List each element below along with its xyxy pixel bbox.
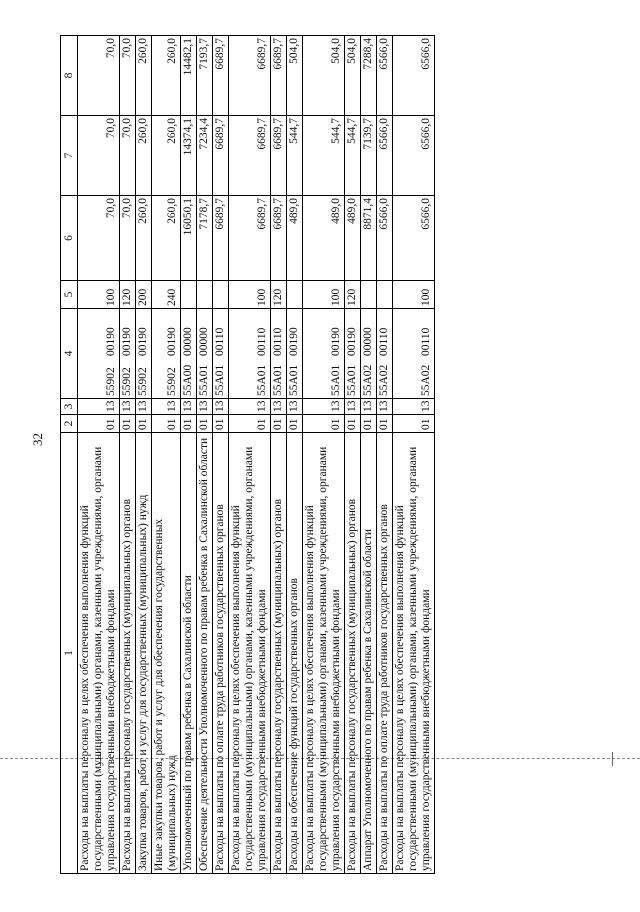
target-article-code <box>197 309 213 399</box>
amount-year-2: 6566,0 <box>377 116 393 196</box>
amount-year-3: 6689,7 <box>213 36 229 116</box>
direction-code: 00190 <box>330 327 342 356</box>
program-code: 55902 <box>166 367 178 396</box>
section-code: 01 <box>377 415 393 433</box>
direction-code: 00190 <box>166 327 178 356</box>
target-article-code <box>361 309 377 399</box>
subsection-code: 13 <box>197 399 213 415</box>
target-article-code <box>152 309 181 399</box>
program-code: 55A01 <box>330 364 342 396</box>
column-header: 5 <box>61 281 78 309</box>
direction-code: 00110 <box>378 327 390 356</box>
amount-year-1: 489,0 <box>287 196 303 281</box>
amount-year-2: 544,7 <box>287 116 303 196</box>
section-code: 01 <box>345 415 361 433</box>
expense-type-code <box>213 281 229 309</box>
amount-year-1: 70,0 <box>120 196 136 281</box>
target-article-code <box>287 309 303 399</box>
target-article-code <box>181 309 197 399</box>
target-article-code <box>229 309 271 399</box>
section-code: 01 <box>213 415 229 433</box>
amount-year-1: 6566,0 <box>377 196 393 281</box>
fold-tick <box>612 752 613 766</box>
table-row <box>136 36 152 874</box>
subsection-code: 13 <box>287 399 303 415</box>
subsection-code: 13 <box>393 399 435 415</box>
amount-year-3: 260,0 <box>136 36 152 116</box>
expense-name: Аппарат Уполномоченного по правам ребенка в Сахалинской области <box>361 433 377 874</box>
amount-year-3: 6566,0 <box>393 36 435 116</box>
amount-year-3: 260,0 <box>152 36 181 116</box>
amount-year-2: 544,7 <box>345 116 361 196</box>
direction-code: 00110 <box>420 327 432 356</box>
program-code: 55A02 <box>362 364 374 396</box>
table-row <box>213 36 229 874</box>
amount-year-2: 6689,7 <box>213 116 229 196</box>
amount-year-1: 6689,7 <box>271 196 287 281</box>
expense-name: Расходы на выплаты по оплате труда работников государственных органов <box>213 433 229 874</box>
amount-year-3: 504,0 <box>287 36 303 116</box>
budget-table <box>60 35 435 874</box>
program-code: 55902 <box>105 367 117 396</box>
subsection-code: 13 <box>345 399 361 415</box>
amount-year-2: 6689,7 <box>271 116 287 196</box>
direction-code: 00190 <box>137 327 149 356</box>
program-code: 55902 <box>121 367 133 396</box>
expense-type-code: 120 <box>271 281 287 309</box>
direction-code: 00190 <box>288 327 300 356</box>
expense-type-code: 120 <box>120 281 136 309</box>
amount-year-1: 7178,7 <box>197 196 213 281</box>
section-code: 01 <box>229 415 271 433</box>
expense-name: Уполномоченный по правам ребенка в Сахалинской области <box>181 433 197 874</box>
section-code: 01 <box>78 415 120 433</box>
table-body <box>78 36 435 874</box>
amount-year-1: 8871,4 <box>361 196 377 281</box>
target-article-code <box>120 309 136 399</box>
expense-name: Расходы на выплаты персоналу в целях обеспечения выполнения функций государственными (муниципальными) органами, казенными учреждениями, органами управления государственными внебюджетными фондами <box>78 433 120 874</box>
expense-name: Иные закупки товаров, работ и услуг для обеспечения государственных (муниципальных) нужд <box>152 433 181 874</box>
amount-year-1: 489,0 <box>345 196 361 281</box>
amount-year-3: 7193,7 <box>197 36 213 116</box>
target-article-code <box>345 309 361 399</box>
program-code: 55A00 <box>182 364 194 396</box>
table-row <box>345 36 361 874</box>
expense-type-code <box>181 281 197 309</box>
table-row <box>271 36 287 874</box>
subsection-code: 13 <box>271 399 287 415</box>
amount-year-1: 489,0 <box>303 196 345 281</box>
direction-code: 00110 <box>214 327 226 356</box>
target-article-code <box>393 309 435 399</box>
section-code: 01 <box>136 415 152 433</box>
subsection-code: 13 <box>303 399 345 415</box>
table-row <box>152 36 181 874</box>
section-code: 01 <box>197 415 213 433</box>
target-article-code <box>303 309 345 399</box>
program-code: 55A01 <box>256 364 268 396</box>
expense-name: Расходы на выплаты персоналу государственных (муниципальных) органов <box>271 433 287 874</box>
target-article-code <box>213 309 229 399</box>
table-row <box>229 36 271 874</box>
expense-name: Закупка товаров, работ и услуг для государственных (муниципальных) нужд <box>136 433 152 874</box>
expense-name: Расходы на выплаты персоналу государственных (муниципальных) органов <box>345 433 361 874</box>
section-code: 01 <box>271 415 287 433</box>
program-code: 55A01 <box>346 364 358 396</box>
table-row <box>303 36 345 874</box>
amount-year-3: 7288,4 <box>361 36 377 116</box>
amount-year-2: 544,7 <box>303 116 345 196</box>
column-header: 8 <box>61 36 78 116</box>
expense-name: Расходы на выплаты персоналу в целях обеспечения выполнения функций государственными (муниципальными) органами, казенными учреждениями, органами управления государственными внебюджетными фондами <box>229 433 271 874</box>
program-code: 55A01 <box>214 364 226 396</box>
table-row <box>361 36 377 874</box>
amount-year-2: 260,0 <box>136 116 152 196</box>
table-row <box>120 36 136 874</box>
program-code: 55902 <box>137 367 149 396</box>
amount-year-2: 7139,7 <box>361 116 377 196</box>
subsection-code: 13 <box>120 399 136 415</box>
amount-year-3: 6689,7 <box>229 36 271 116</box>
direction-code: 00000 <box>182 327 194 356</box>
subsection-code: 13 <box>136 399 152 415</box>
section-code: 01 <box>361 415 377 433</box>
subsection-code: 13 <box>78 399 120 415</box>
amount-year-1: 16050,1 <box>181 196 197 281</box>
section-code: 01 <box>181 415 197 433</box>
expense-type-code <box>361 281 377 309</box>
amount-year-2: 6566,0 <box>393 116 435 196</box>
table-row <box>393 36 435 874</box>
expense-type-code: 120 <box>345 281 361 309</box>
amount-year-2: 14374,1 <box>181 116 197 196</box>
amount-year-3: 70,0 <box>120 36 136 116</box>
amount-year-1: 70,0 <box>78 196 120 281</box>
column-header: 2 <box>61 415 78 433</box>
target-article-code <box>78 309 120 399</box>
amount-year-2: 260,0 <box>152 116 181 196</box>
amount-year-3: 70,0 <box>78 36 120 116</box>
amount-year-1: 260,0 <box>152 196 181 281</box>
rotated-table-wrapper <box>60 36 605 874</box>
subsection-code: 13 <box>152 399 181 415</box>
amount-year-2: 6689,7 <box>229 116 271 196</box>
target-article-code <box>136 309 152 399</box>
expense-type-code: 240 <box>152 281 181 309</box>
amount-year-3: 14482,1 <box>181 36 197 116</box>
amount-year-2: 7234,4 <box>197 116 213 196</box>
amount-year-1: 260,0 <box>136 196 152 281</box>
expense-type-code <box>287 281 303 309</box>
expense-type-code: 100 <box>303 281 345 309</box>
amount-year-1: 6566,0 <box>393 196 435 281</box>
page-number: 32 <box>30 433 45 446</box>
expense-type-code: 100 <box>393 281 435 309</box>
expense-type-code: 100 <box>229 281 271 309</box>
column-header: 4 <box>61 309 78 399</box>
header-row <box>61 36 78 874</box>
program-code: 55A01 <box>272 364 284 396</box>
amount-year-2: 70,0 <box>78 116 120 196</box>
expense-type-code <box>197 281 213 309</box>
column-header: 6 <box>61 196 78 281</box>
expense-name: Обеспечение деятельности Уполномоченного по правам ребенка в Сахалинской области <box>197 433 213 874</box>
table-row <box>197 36 213 874</box>
amount-year-1: 6689,7 <box>213 196 229 281</box>
expense-name: Расходы на выплаты персоналу в целях обеспечения выполнения функций государственными (муниципальными) органами, казенными учреждениями, органами управления государственными внебюджетными фондами <box>303 433 345 874</box>
section-code: 01 <box>120 415 136 433</box>
subsection-code: 13 <box>229 399 271 415</box>
table-row <box>287 36 303 874</box>
direction-code: 00000 <box>198 327 210 356</box>
amount-year-3: 6689,7 <box>271 36 287 116</box>
subsection-code: 13 <box>213 399 229 415</box>
expense-type-code: 100 <box>78 281 120 309</box>
direction-code: 00110 <box>272 327 284 356</box>
column-header: 7 <box>61 116 78 196</box>
expense-name: Расходы на выплаты персоналу в целях обеспечения выполнения функций государственными (муниципальными) органами, казенными учреждениями, органами управления государственными внебюджетными фондами <box>393 433 435 874</box>
direction-code: 00190 <box>121 327 133 356</box>
amount-year-1: 6689,7 <box>229 196 271 281</box>
program-code: 55A01 <box>288 364 300 396</box>
subsection-code: 13 <box>361 399 377 415</box>
section-code: 01 <box>152 415 181 433</box>
table-row <box>181 36 197 874</box>
direction-code: 00190 <box>105 327 117 356</box>
expense-name: Расходы на выплаты по оплате труда работников государственных органов <box>377 433 393 874</box>
target-article-code <box>271 309 287 399</box>
target-article-code <box>377 309 393 399</box>
section-code: 01 <box>287 415 303 433</box>
expense-name: Расходы на выплаты персоналу государственных (муниципальных) органов <box>120 433 136 874</box>
amount-year-3: 504,0 <box>303 36 345 116</box>
column-header: 3 <box>61 399 78 415</box>
expense-type-code <box>377 281 393 309</box>
amount-year-3: 6566,0 <box>377 36 393 116</box>
section-code: 01 <box>303 415 345 433</box>
program-code: 55A02 <box>378 364 390 396</box>
subsection-code: 13 <box>181 399 197 415</box>
direction-code: 00190 <box>346 327 358 356</box>
amount-year-3: 504,0 <box>345 36 361 116</box>
column-header: 1 <box>61 433 78 874</box>
expense-name: Расходы на обеспечение функций государственных органов <box>287 433 303 874</box>
program-code: 55A02 <box>420 364 432 396</box>
section-code: 01 <box>393 415 435 433</box>
direction-code: 00110 <box>256 327 268 356</box>
amount-year-2: 70,0 <box>120 116 136 196</box>
direction-code: 00000 <box>362 327 374 356</box>
expense-type-code: 200 <box>136 281 152 309</box>
subsection-code: 13 <box>377 399 393 415</box>
table-row <box>377 36 393 874</box>
program-code: 55A01 <box>198 364 210 396</box>
table-row <box>78 36 120 874</box>
